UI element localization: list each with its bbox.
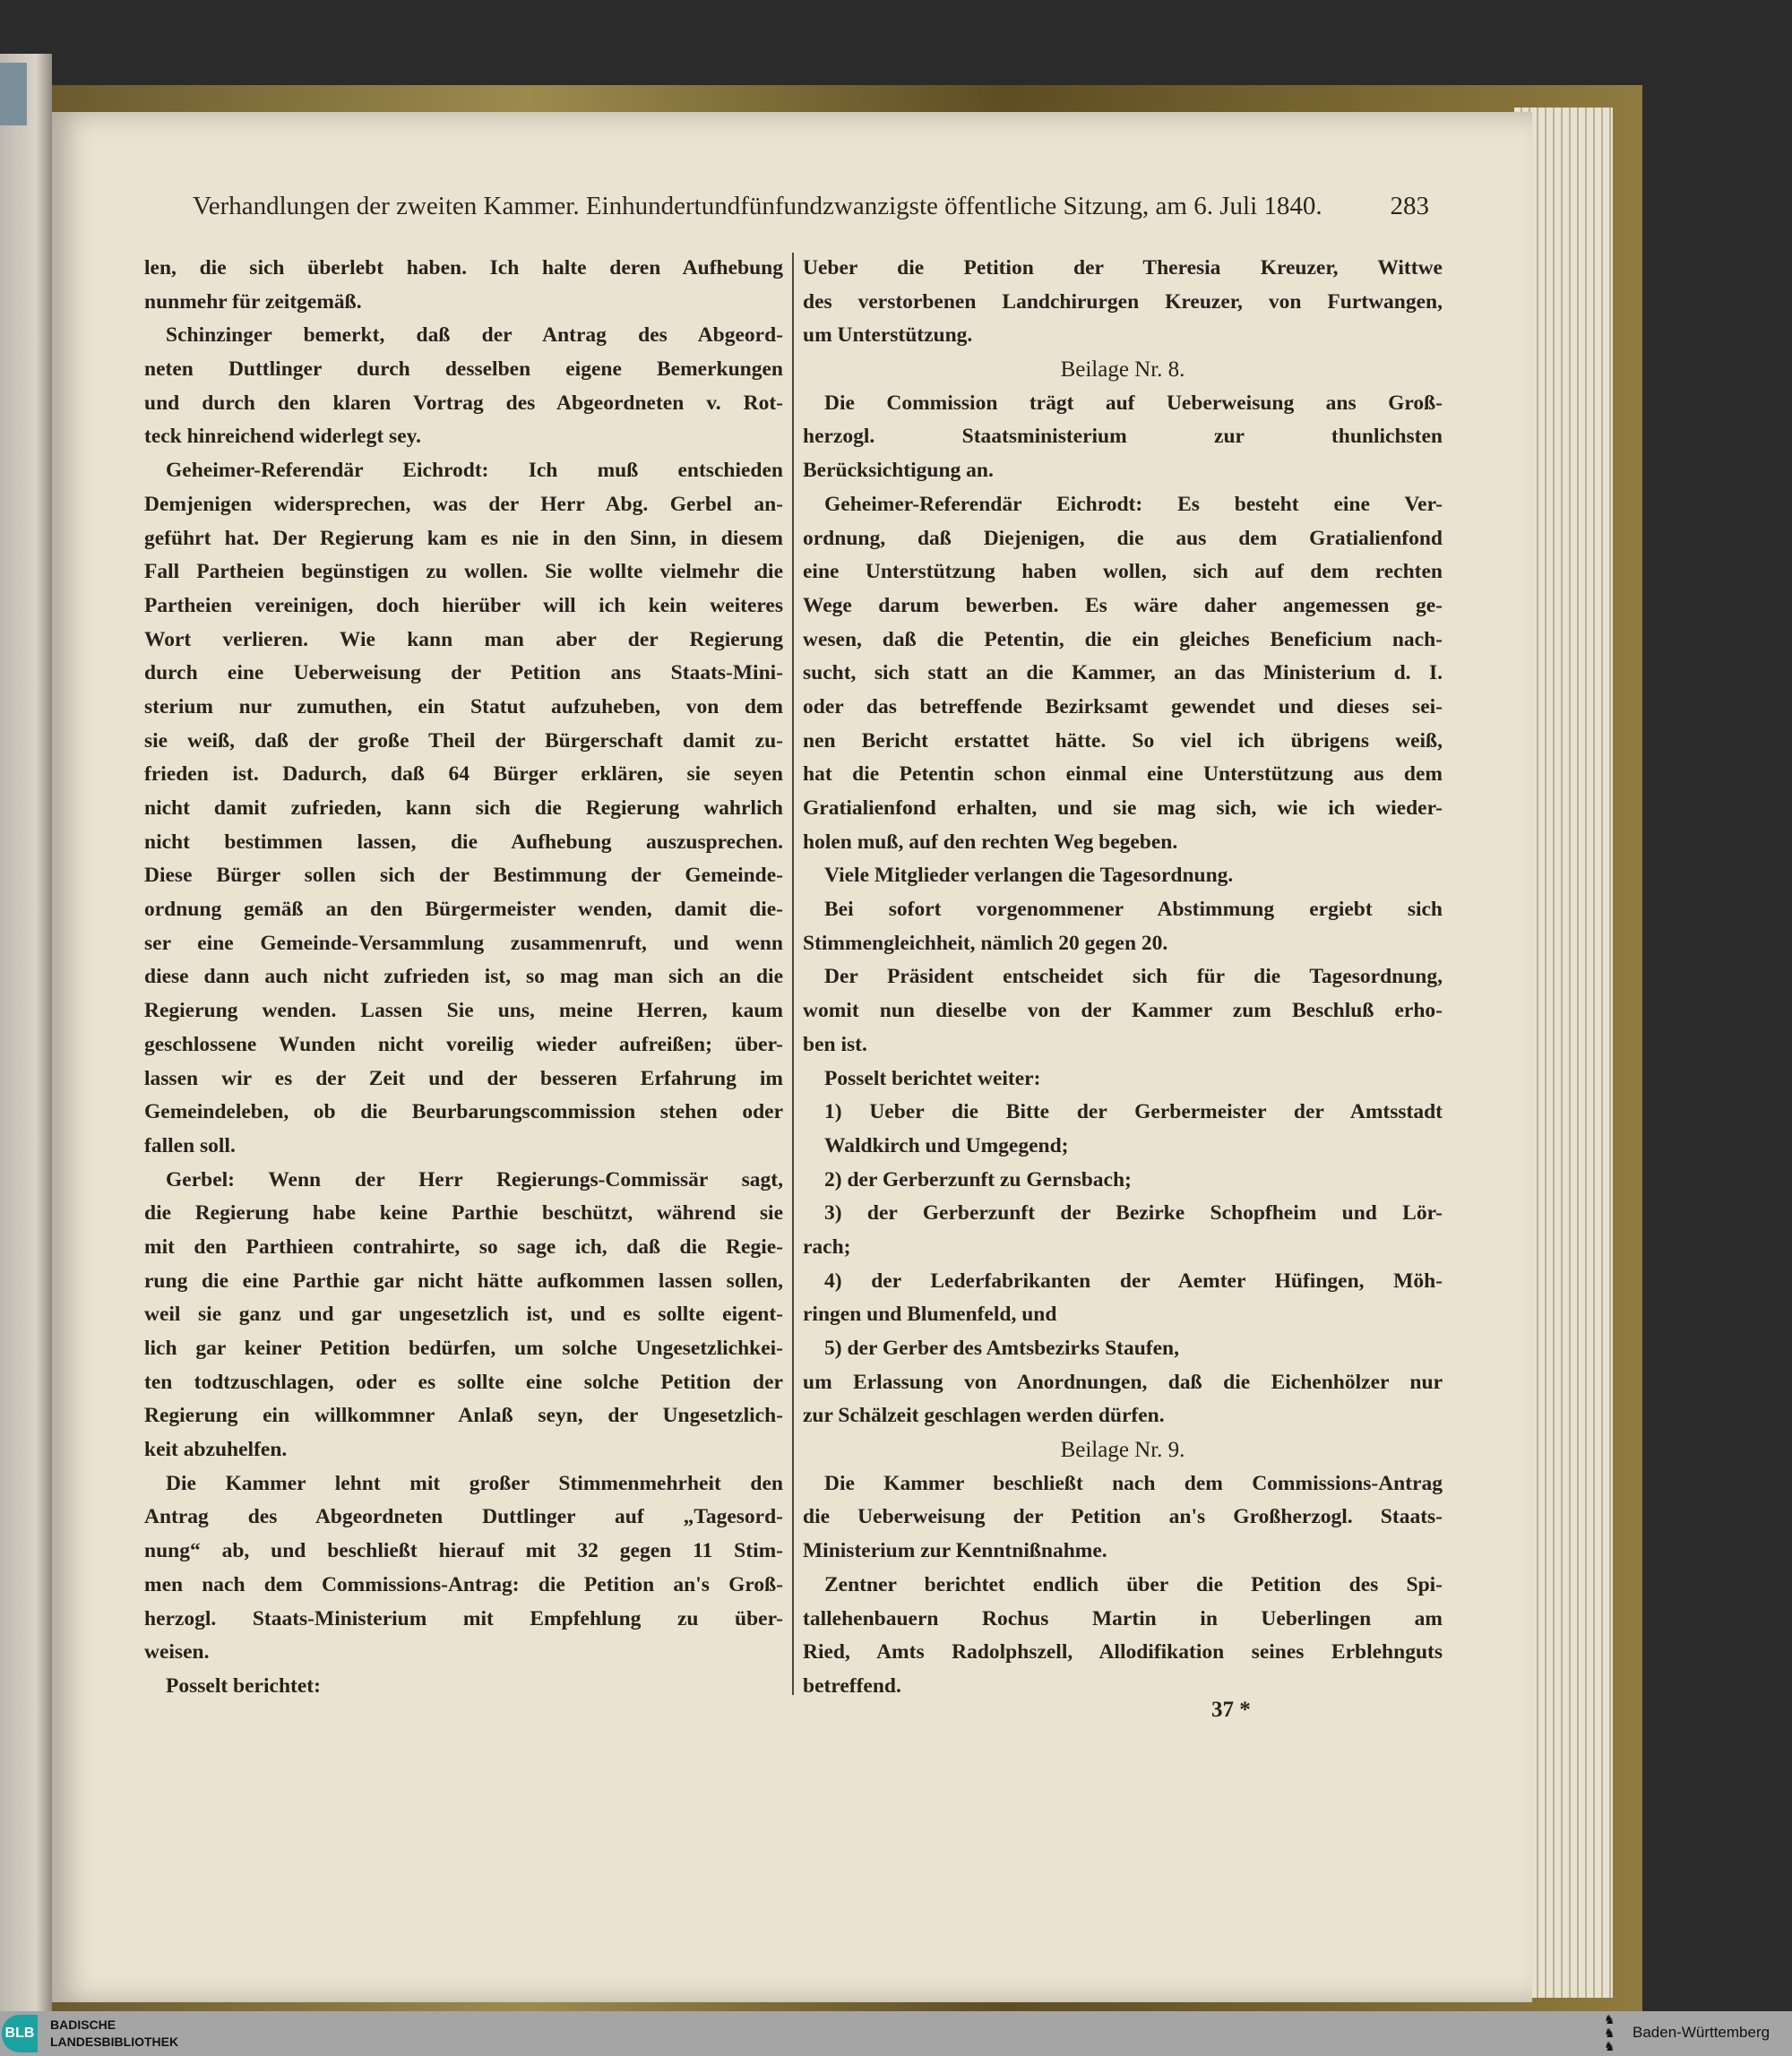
text-line: len, die sich überlebt haben. Ich halte deren Aufhebung (144, 256, 783, 280)
text-line: Bei sofort vorgenommener Abstimmung ergiebt sich (824, 898, 1443, 922)
text-line: weisen. (144, 1640, 210, 1665)
text-line: und durch den klaren Vortrag des Abgeordneten v. Rot- (144, 391, 783, 415)
text-line: keit abzuhelfen. (144, 1438, 288, 1462)
text-line: rung die eine Parthie gar nicht hätte aufkommen lassen sollen, (144, 1269, 783, 1293)
library-name-line1: BADISCHE (50, 2017, 116, 2032)
text-line: sucht, sich statt an die Kammer, an das Ministerium d. I. (803, 661, 1443, 685)
text-line: neten Duttlinger durch desselben eigene Bemerkungen (144, 357, 783, 382)
text-line: mit den Parthieen contrahirte, so sage ich, daß die Regie- (144, 1234, 783, 1259)
text-line: Schinzinger bemerkt, daß der Antrag des Abgeord- (166, 323, 783, 348)
text-line: 2) der Gerberzunft zu Gernsbach; (824, 1167, 1132, 1191)
text-line: rach; (803, 1234, 851, 1259)
right-text-column (803, 252, 1443, 1704)
text-line: wesen, daß die Petentin, die ein gleiches Beneficium nach- (803, 627, 1443, 651)
text-line: nicht bestimmen lassen, die Aufhebung auszusprechen. (144, 830, 783, 854)
text-line: Posselt berichtet weiter: (824, 1066, 1041, 1090)
text-line: Regierung ein willkommner Anlaß seyn, der Ungesetzlich- (144, 1404, 783, 1428)
running-header (193, 192, 1429, 221)
text-line: um Erlassung von Anordnungen, daß die Eichenhölzer nur (803, 1370, 1443, 1394)
text-line: Ueber die Petition der Theresia Kreuzer, Wittwe (803, 256, 1443, 280)
text-line: Gemeindeleben, ob die Beurbarungscommission stehen oder (144, 1100, 783, 1124)
text-line: Demjenigen widersprechen, was der Herr Abg. Gerbel an- (144, 492, 783, 516)
text-line: 4) der Lederfabrikanten der Aemter Hüfingen, Möh- (824, 1269, 1443, 1293)
text-line: geschlossene Wunden nicht voreilig wieder aufreißen; über- (144, 1032, 783, 1056)
text-line: Viele Mitglieder verlangen die Tagesordnung. (824, 864, 1234, 888)
text-line: teck hinreichend widerlegt sey. (144, 425, 421, 449)
text-line: Posselt berichtet: (166, 1673, 321, 1698)
text-line: nicht damit zufrieden, kann sich die Regierung wahrlich (144, 796, 783, 820)
text-line: men nach dem Commissions-Antrag: die Petition an's Groß- (144, 1572, 783, 1596)
text-line: des verstorbenen Landchirurgen Kreuzer, von Furtwangen, (803, 289, 1443, 314)
text-line: die Ueberweisung der Petition an's Großherzogl. Staats- (803, 1505, 1443, 1529)
text-line: Die Kammer beschließt nach dem Commissions-Antrag (824, 1471, 1443, 1495)
text-line: weil sie ganz und gar ungesetzlich ist, und es sollte eigent- (144, 1303, 783, 1327)
text-line: Waldkirch und Umgegend; (824, 1133, 1069, 1157)
text-line: herzogl. Staatsministerium zur thunlichsten (803, 425, 1443, 449)
text-line: herzogl. Staats-Ministerium mit Empfehlung zu über- (144, 1606, 783, 1630)
text-line: ben ist. (803, 1032, 867, 1056)
page-number: 283 (1390, 192, 1429, 220)
text-line: Regierung wenden. Lassen Sie uns, meine Herren, kaum (144, 999, 783, 1023)
text-line: zur Schälzeit geschlagen werden dürfen. (803, 1404, 1165, 1428)
text-line: durch eine Ueberweisung der Petition ans Staats-Mini- (144, 661, 783, 685)
spine-label (0, 63, 27, 125)
text-line: 3) der Gerberzunft der Bezirke Schopfheim und Lör- (824, 1201, 1443, 1226)
text-line: Der Präsident entscheidet sich für die Tagesordnung, (824, 965, 1443, 989)
text-line: Gratialienfond erhalten, und sie mag sich, wie ich wieder- (803, 796, 1443, 820)
text-line: Ministerium zur Kenntnißnahme. (803, 1539, 1107, 1563)
text-line: 5) der Gerber des Amtsbezirks Staufen, (824, 1337, 1179, 1360)
signature-mark: 37 * (1211, 1698, 1251, 1722)
text-line: Die Commission trägt auf Ueberweisung ans Groß- (824, 391, 1443, 415)
text-line: ordnung gemäß an den Bürgermeister wenden, damit die- (144, 898, 783, 922)
text-line: ser eine Gemeinde-Versammlung zusammenruft, und wenn (144, 931, 783, 955)
library-name[interactable] (50, 2017, 178, 2051)
text-line: Geheimer-Referendär Eichrodt: Ich muß entschieden (166, 459, 783, 483)
text-line: Diese Bürger sollen sich der Bestimmung der Gemeinde- (144, 864, 783, 888)
text-line: Stimmengleichheit, nämlich 20 gegen 20. (803, 931, 1168, 955)
text-line: fallen soll. (144, 1133, 236, 1157)
text-line: nung“ ab, und beschließt hierauf mit 32 gegen 11 Stim- (144, 1539, 783, 1563)
text-line: lich gar keiner Petition bedürfen, um solche Ungesetzlichkei- (144, 1337, 783, 1360)
text-line: geführt hat. Der Regierung kam es nie in den Sinn, in diesem (144, 526, 783, 550)
text-line: sie weiß, daß der große Theil der Bürgerschaft damit zu- (144, 728, 783, 753)
text-line: Fall Partheien begünstigen zu wollen. Sie wollte vielmehr die (144, 560, 783, 584)
text-line: oder das betreffende Bezirksamt gewendet und dieses sei- (803, 694, 1443, 718)
text-line: eine Unterstützung haben wollen, sich auf dem rechten (803, 560, 1443, 584)
viewer-footer (0, 2011, 1792, 2056)
text-line: Die Kammer lehnt mit großer Stimmenmehrheit den (166, 1471, 783, 1495)
library-name-line2: LANDESBIBLIOTHEK (50, 2034, 179, 2049)
column-divider (792, 253, 794, 1695)
text-line: Berücksichtigung an. (803, 459, 994, 483)
text-line: ordnung, daß Diejenigen, die aus dem Gratialienfond (803, 526, 1443, 550)
text-line: Antrag des Abgeordneten Duttlinger auf „Tagesord- (144, 1505, 783, 1529)
text-line: Wort verlieren. Wie kann man aber der Regierung (144, 627, 783, 651)
text-line: ringen und Blumenfeld, und (803, 1303, 1057, 1327)
text-line: Geheimer-Referendär Eichrodt: Es besteht eine Ver- (824, 492, 1443, 516)
text-line: Partheien vereinigen, doch hierüber will ich kein weiteres (144, 593, 783, 617)
text-line: um Unterstützung. (803, 323, 973, 348)
text-line: sterium nur zumuthen, ein Statut aufzuheben, von dem (144, 694, 783, 718)
text-line: Zentner berichtet endlich über die Petition des Spi- (824, 1572, 1443, 1596)
text-line: holen muß, auf den rechten Weg begeben. (803, 830, 1178, 854)
text-line: 1) Ueber die Bitte der Gerbermeister der Amtsstadt (824, 1100, 1443, 1124)
text-line: diese dann auch nicht zufrieden ist, so mag man sich an die (144, 965, 783, 989)
text-line: lassen wir es der Zeit und der besseren Erfahrung im (144, 1066, 783, 1090)
blb-logo[interactable]: BLB (2, 2015, 38, 2052)
facing-page-edge (0, 54, 52, 2011)
text-line: womit nun dieselbe von der Kammer zum Beschluß erho- (803, 999, 1443, 1023)
text-line: Wege darum bewerben. Es wäre daher angemessen ge- (803, 593, 1443, 617)
left-text-column (144, 252, 783, 1704)
section-heading: Beilage Nr. 8. (1060, 357, 1185, 383)
lions-crest-icon: ♞ ♞ ♞ (1604, 2014, 1615, 2054)
text-line: die Regierung habe keine Parthie beschützt, während sie (144, 1201, 783, 1226)
text-line: ten todtzuschlagen, oder es sollte eine solche Petition der (144, 1370, 783, 1394)
state-logo[interactable]: Baden-Württemberg (1633, 2024, 1770, 2041)
section-heading: Beilage Nr. 9. (1060, 1438, 1185, 1463)
text-line: Gerbel: Wenn der Herr Regierungs-Commissär sagt, (166, 1167, 783, 1191)
text-line: hat die Petentin schon einmal eine Unterstützung aus dem (803, 762, 1443, 787)
running-title: Verhandlungen der zweiten Kammer. Einhundertundfünfundzwanzigste öffentliche Sitzung, am 6. Juli 1840. (193, 192, 1322, 220)
text-line: frieden ist. Dadurch, daß 64 Bürger erklären, sie seyen (144, 762, 783, 787)
text-line: betreffend. (803, 1673, 901, 1698)
text-line: tallehenbauern Rochus Martin in Ueberlingen am (803, 1606, 1443, 1630)
text-line: nunmehr für zeitgemäß. (144, 289, 362, 314)
text-line: nen Bericht erstattet hätte. So viel ich übrigens weiß, (803, 728, 1443, 753)
text-line: Ried, Amts Radolphszell, Allodifikation seines Erblehnguts (803, 1640, 1443, 1665)
